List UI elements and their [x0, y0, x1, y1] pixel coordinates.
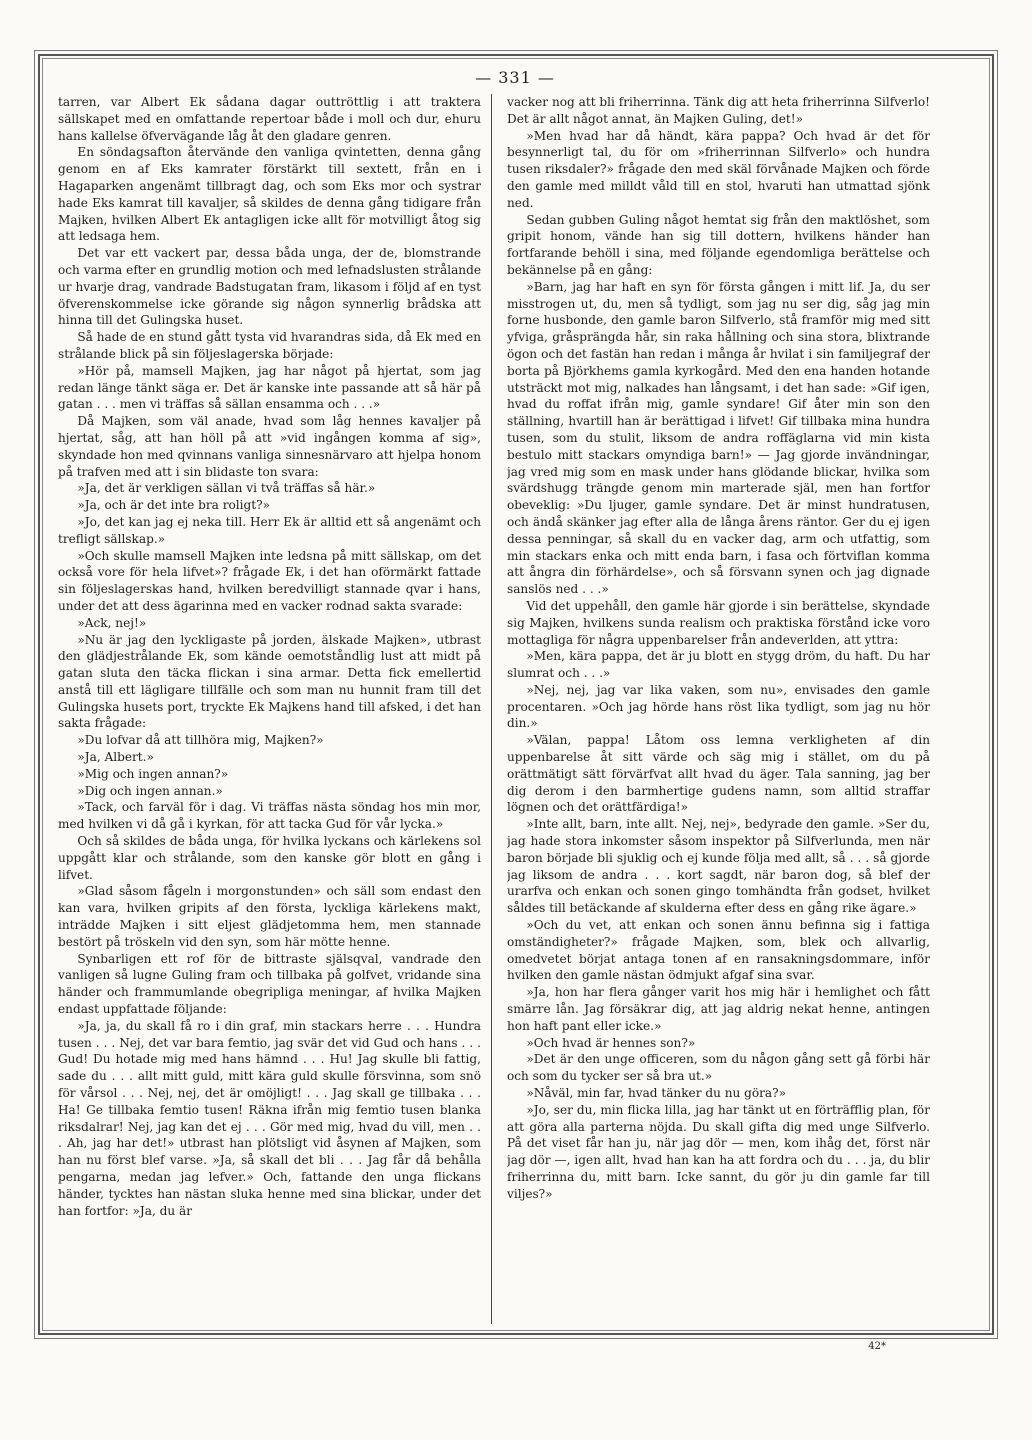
paragraph: »Ja, det är verkligen sällan vi två träffas så här.» — [77, 481, 376, 496]
paragraph: Det var ett vackert par, dessa båda unga, der de, blomstrande och varma efter en grundlig motion och med lefnadslusten strålande ur hvarje drag, vandrade Badstugatan fram, likasom i följd af en tyst öfverenskommelse icke görande sig någon synnerlig brådska att hinna till det Gulingska huset. — [58, 246, 481, 328]
paragraph: »Tack, och farväl för i dag. Vi träffas nästa söndag hos min mor, med hvilken vi då gå i kyrkan, för att tacka Gud för vår lycka.» — [58, 800, 481, 832]
paragraph: »Glad såsom fågeln i morgonstunden» och säll som endast den kan vara, hvilken gripits af den första, lyckliga kärlekens makt, inträdde Majken i sitt eljest glädjetomma hem, men stannade bestört på tröskeln vid den syn, som här mötte henne. — [58, 884, 481, 949]
paragraph: »Hör på, mamsell Majken, jag har något på hjertat, som jag redan länge tänkt säga er. Det är kanske inte passande att så här på gatan . . . men vi träffas så sällan ensamma och . . .» — [58, 363, 481, 412]
signature-mark: 42* — [868, 1341, 886, 1352]
paragraph: »Barn, jag har haft en syn för första gången i mitt lif. Ja, du ser misstrogen ut, du, men så tydligt, som jag nu ser dig, såg jag min forne husbonde, den gamle baron Silfverlo, stå framför mig med sitt yfviga, gråsprängda hår, sin raka hållning och sina stora, blixtrande ögon och det fastän han redan i många år hvilat i sin familjegraf der borta på Björkhems gamla kyrkogård. Med den ena handen hotande utsträckt mot mig, nalkades han långsamt, i det han sade: »Gif igen, hvad du roffat ifrån mig, gamle syndare! Gif åter min son den ställning, hvartill han är berättigad i lifvet! Gif tillbaka mina hundra tusen, som du stulit, liksom de andra roffäglarna vid min kista bestulo mitt stackars omyndiga barn!» — Jag gjorde invändningar, jag vred mig som en mask under hans glödande blickar, hvilka som svärdshugg trängde genom min marterade själ, men han fortfor obeveklig: »Du ljuger, gamle syndare. Det är minst hundratusen, och ändå skänker jag efter alla de långa årens räntor. Ger du ej igen dessa penningar, så skall du en vacker dag, arm och utfattig, som min stackars enka och mitt enda barn, i fasa och förtviflan komma att ångra din förhärdelse», och så försvann synen och jag dignade sanslös ned . . .» — [507, 279, 930, 597]
paragraph: »Nåväl, min far, hvad tänker du nu göra?» — [526, 1086, 787, 1101]
paragraph: »Ack, nej!» — [77, 615, 147, 630]
paragraph: »Välan, pappa! Låtom oss lemna verkligheten af din uppenbarelse åt sitt värde och säg mig i stället, om du på orättmätigt sätt förvärfvat allt hvad du äger. Tala sanning, jag ber dig derom i den barmhertige gudens namn, som alltid straffar lögnen och det orättfärdiga!» — [507, 733, 930, 815]
paragraph: Så hade de en stund gått tysta vid hvarandras sida, då Ek med en strålande blick på sin följeslagerska började: — [58, 330, 481, 361]
paragraph: »Mig och ingen annan?» — [77, 766, 229, 781]
paragraph: Och så skildes de båda unga, för hvilka lyckans och kärlekens sol uppgått klar och strålande, som den kanske gör blott en gång i lifvet. — [58, 834, 481, 882]
paragraph: »Men, kära pappa, det är ju blott en stygg dröm, du haft. Du har slumrat och . . .» — [507, 649, 930, 681]
paragraph: »Och du vet, att enkan och sonen ännu befinna sig i fattiga omständigheter?» frågade Majken, som, blek och allvarlig, omedvetet börjat antaga tonen af en ransakningsdommare, inför hvilken den gamle nästan ödmjukt afgaf sina svar. — [507, 918, 930, 983]
paragraph: vacker nog att bli friherrinna. Tänk dig att heta friherrinna Silfverlo! Det är allt något annat, än Majken Guling, det!» — [507, 95, 930, 126]
paragraph: Då Majken, som väl anade, hvad som låg hennes kavaljer på hjertat, såg, att han höll på att »vid ingången komma af sig», skyndade hon med qvinnans vanliga sinnesnärvaro att hjelpa honom på trafven med att i sin blidaste ton svara: — [58, 414, 481, 479]
paragraph: tarren, var Albert Ek sådana dagar outtröttlig i att traktera sällskapet med en omfattande repertoar både i moll och dur, ehuru hans kallelse öfvervägande låg åt den gladare genren. — [58, 95, 481, 143]
paragraph: »Jo, ser du, min flicka lilla, jag har tänkt ut en förträfflig plan, för att göra alla parterna nöjda. Du skall gifta dig med unge Silfverlo. På det viset får han ju, när jag dör — men, kom ihåg det, först när jag dör —, igen allt, hvad han kan ha att fordra och du . . . ja, du blir friherrinna du, mitt barn. Icke sannt, du gör ju din gamle far till viljes?» — [507, 1102, 930, 1201]
paragraph: »Ja, Albert.» — [77, 750, 154, 765]
paragraph: »Och skulle mamsell Majken inte ledsna på mitt sällskap, om det också vore för hela lifvet»? frågade Ek, i det han oförmärkt fattade sin följeslagerskas hand, hvilken beredvilligt stannade qvar i hans, under det att dess ägarinna med en vacker rodnad sakta svarade: — [58, 548, 481, 613]
paragraph: »Ja, hon har flera gånger varit hos mig här i hemlighet och fått smärre lån. Jag försäkrar dig, att jag aldrig nekat henne, antingen hon haft pant eller icke.» — [507, 985, 930, 1033]
page-number-header: — 331 — — [475, 68, 555, 87]
paragraph: »Dig och ingen annan.» — [77, 783, 223, 798]
paragraph: Synbarligen ett rof för de bittraste själsqval, vandrade den vanligen så lugne Guling fram och tillbaka på golfvet, vridande sina händer och frammumlande obegripliga meningar, af hvilka Majken endast uppfattade följande: — [58, 951, 481, 1017]
paragraph: »Jo, det kan jag ej neka till. Herr Ek är alltid ett så angenämt och trefligt sällskap.» — [58, 514, 481, 546]
left-column — [58, 94, 481, 1329]
paragraph: »Ja, och är det inte bra roligt?» — [77, 498, 271, 513]
paragraph: »Inte allt, barn, inte allt. Nej, nej», bedyrade den gamle. »Ser du, jag hade stora inkomster såsom inspektor på Silfverlunda, men när baron började bli sjuklig och ej kunde följa med allt, så . . . så gjorde jag liksom de andra . . . kort sagdt, när baron dog, så blef der urarfva och enkan och sonen gingo tomhändta från godset, hvilket såldes till betäckande af skulderna efter dess en gång rike ägare.» — [507, 817, 930, 916]
paragraph: »Du lofvar då att tillhöra mig, Majken?» — [77, 733, 324, 748]
paragraph: »Men hvad har då händt, kära pappa? Och hvad är det för besynnerligt tal, du för om »friherrinnan Silfverlo» och hundra tusen riksdaler?» frågade den med skäl förvånade Majken och förde den gamle med milldt våld till en stol, hvaruti han utmattad sjönk ned. — [507, 128, 930, 210]
paragraph: Vid det uppehåll, den gamle här gjorde i sin berättelse, skyndade sig Majken, hvilkens sunda realism och praktiska förstånd icke voro mottagliga för några uppenbarelser från andeverlden, att yttra: — [507, 598, 930, 647]
column-divider — [491, 94, 492, 1324]
paragraph: »Det är den unge officeren, som du någon gång sett gå förbi här och som du tycker ser så bra ut.» — [507, 1052, 930, 1084]
paragraph: »Nej, nej, jag var lika vaken, som nu», envisades den gamle procentaren. »Och jag hörde hans röst lika tydligt, som jag nu hör din.» — [507, 682, 930, 731]
right-column — [507, 94, 930, 1329]
paragraph: »Och hvad är hennes son?» — [526, 1035, 696, 1050]
paragraph: En söndagsafton återvände den vanliga qvintetten, denna gång genom en af Eks kamrater förstärkt till sextett, från en i Hagaparken angenämt tillbragt dag, och som Eks mor och systrar hade Eks kamrat till kavaljer, så skildes de denna gång tidigare från Majken, hvilken Albert Ek antagligen icke allt för motvilligt åtog sig att ledsaga hem. — [58, 145, 481, 244]
paragraph: »Ja, ja, du skall få ro i din graf, min stackars herre . . . Hundra tusen . . . Nej, det var bara femtio, jag svär det vid Gud och hans . . . Gud! Du hotade mig med hans hämnd . . . Hu! Jag skulle bli fattig, sade du . . . allt mitt guld, mitt kära guld skulle försvinna, som snö för vårsol . . . Nej, nej, det är omöjligt! . . . Jag skall ge tillbaka . . . Ha! Ge tillbaka femtio tusen! Räkna ifrån mig femtio tusen blanka riksdalrar! Nej, jag kan det ej . . . Gör med mig, hvad du vill, men . . . Ah, jag har det!» utbrast han plötsligt vid åsynen af Majken, som han nu först blef varse. »Ja, så skall det bli . . . Jag får då behålla pengarna, medan jag lefver.» Och, fattande den unga flickans händer, tycktes han nästan sluka henne med sina blickar, under det han fortfor: »Ja, du är — [58, 1018, 481, 1218]
paragraph: »Nu är jag den lyckligaste på jorden, älskade Majken», utbrast den glädjestrålande Ek, som kände oemotståndlig lust att midt på gatan sluta den täcka flickan i sina armar. Detta fick emellertid anstå till ett lägligare tillfälle och som man nu hunnit fram till det Gulingska husets port, tryckte Ek Majkens hand till afsked, i det han sakta frågade: — [58, 632, 481, 731]
paragraph: Sedan gubben Guling något hemtat sig från den maktlöshet, som gripit honom, vände han sig till dottern, hvilkens händer han fortfarande behöll i sina, med följande egendomliga berättelse och bekännelse på en gång: — [507, 212, 930, 277]
